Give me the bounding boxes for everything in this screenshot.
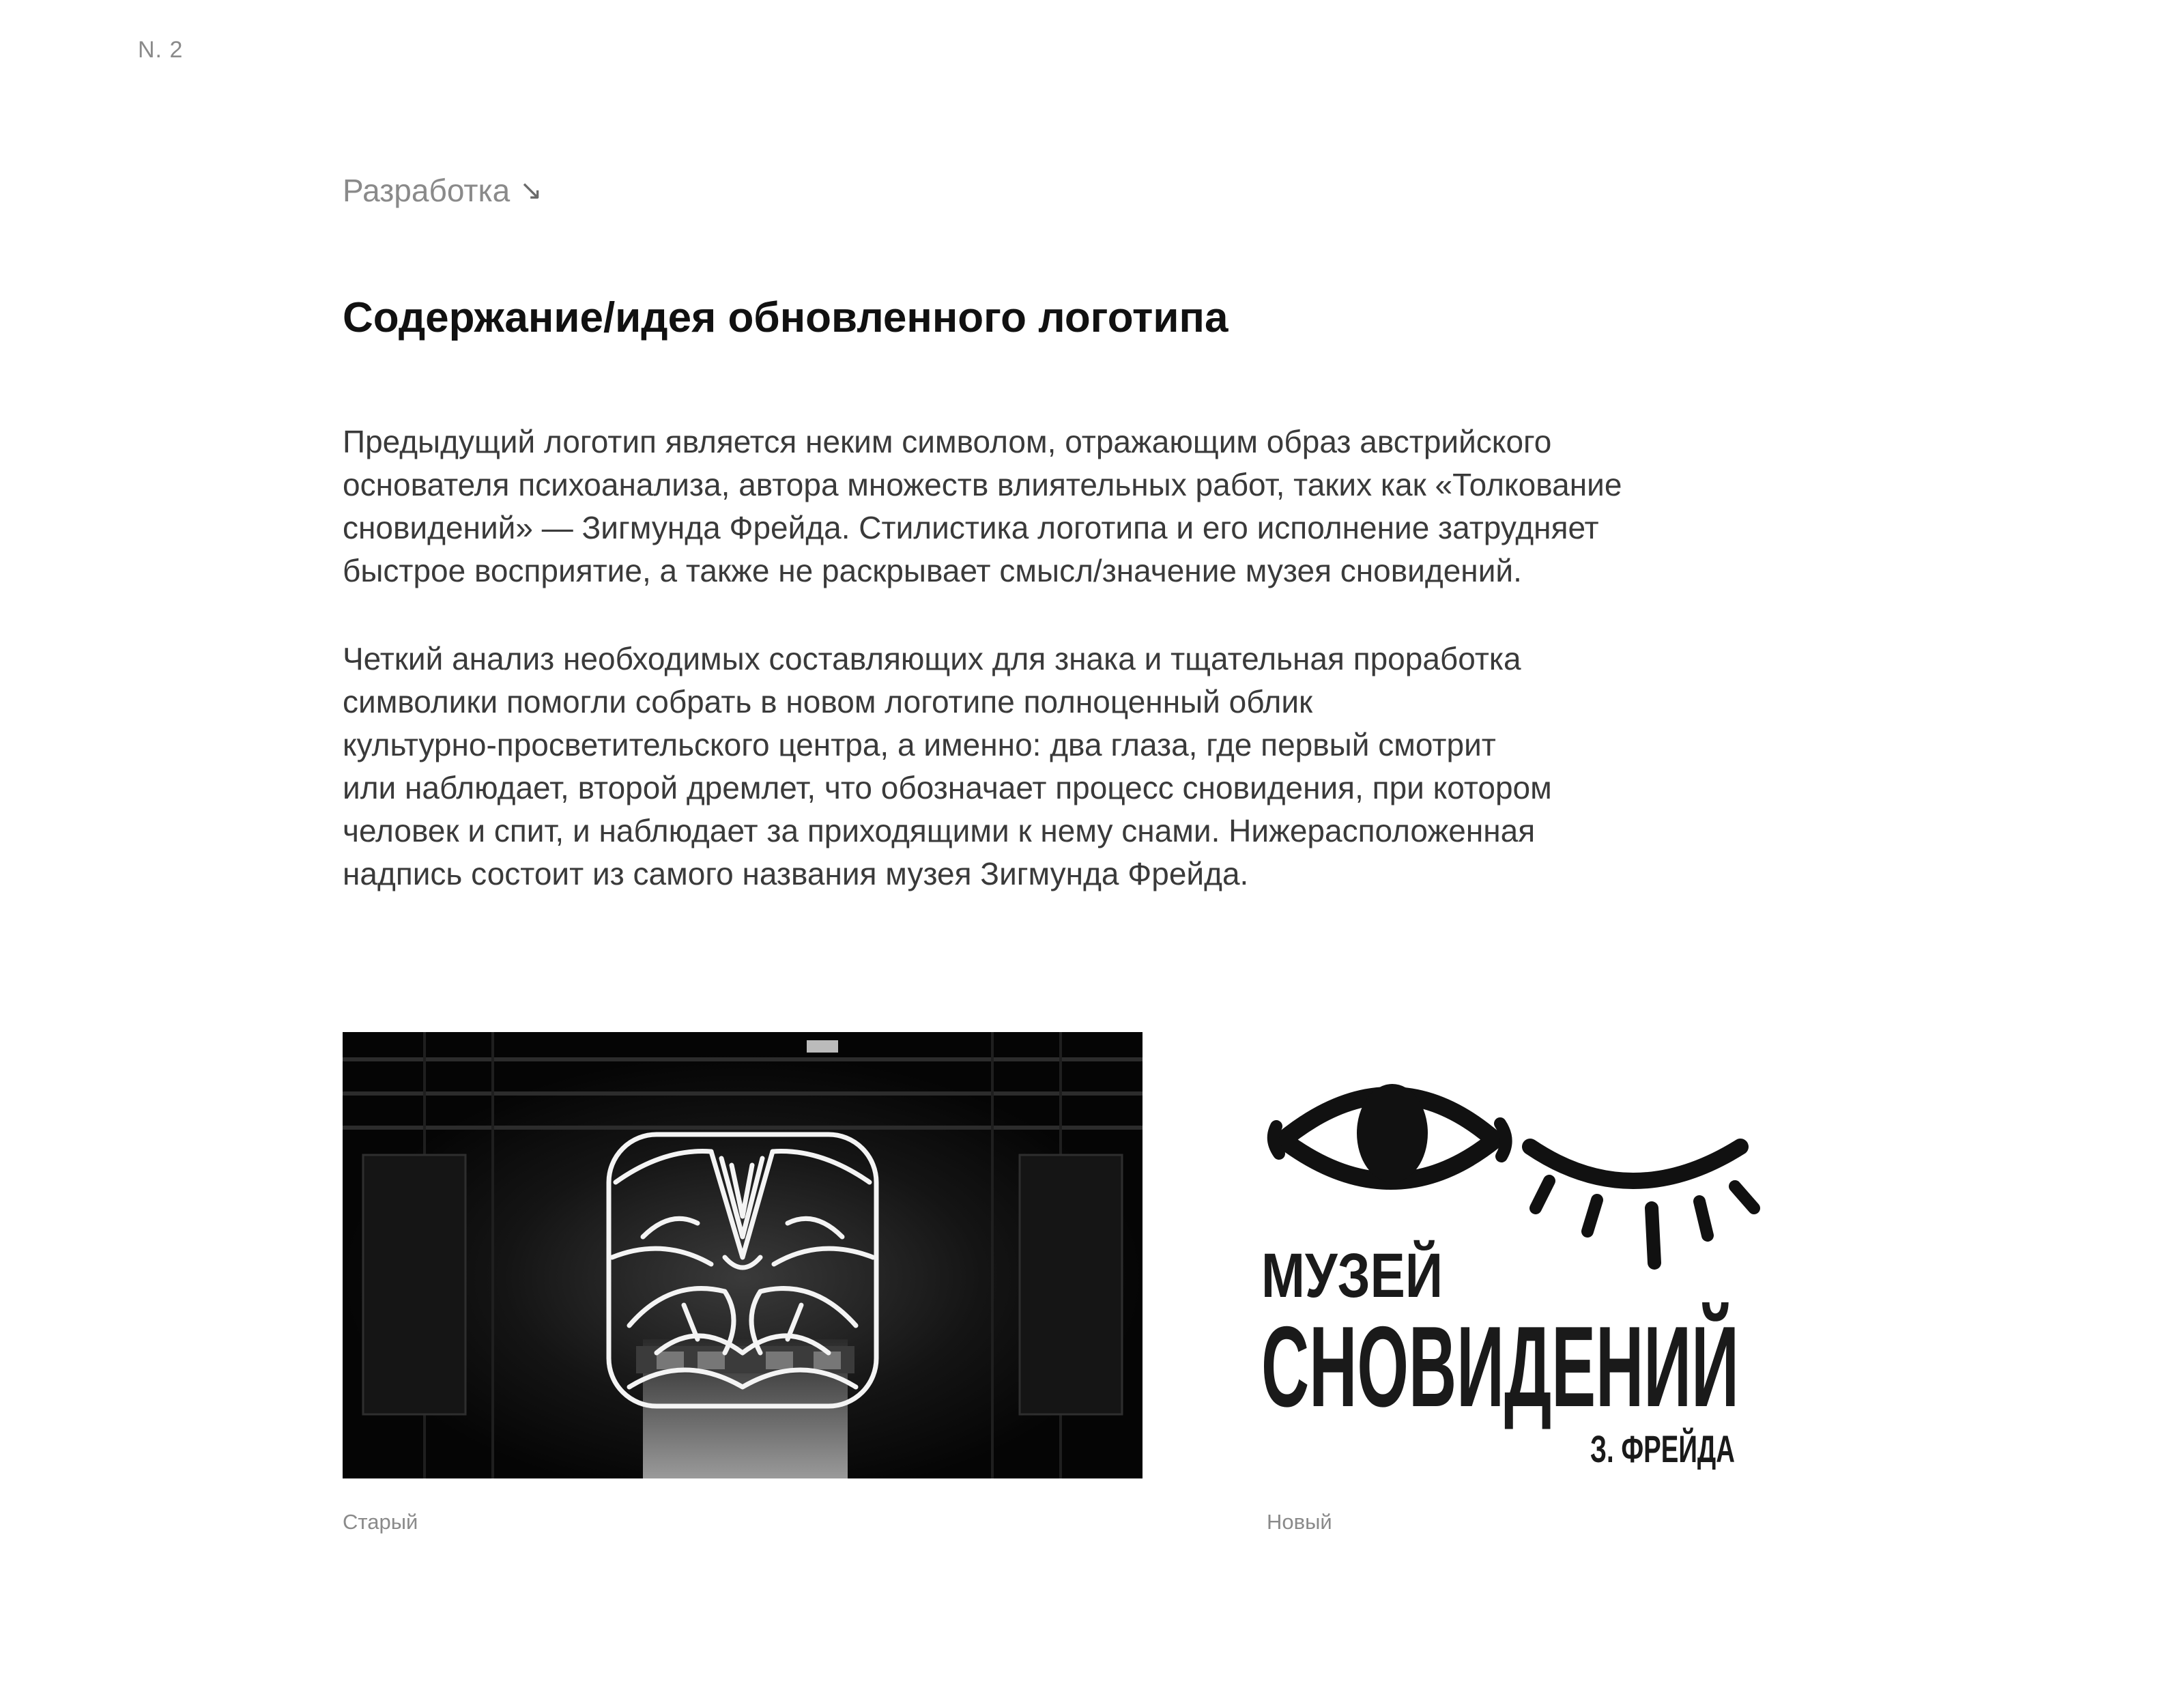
closed-eye-icon xyxy=(1530,1147,1754,1263)
section-label-text: Разработка xyxy=(343,173,511,208)
paragraph-line: надпись состоит из самого названия музея Зигмунда Фрейда. xyxy=(343,856,1249,891)
logo-word-1: МУЗЕЙ xyxy=(1261,1241,1479,1311)
old-logo-photo xyxy=(343,1032,1143,1478)
logo-word-2: СНОВИДЕНИЙ xyxy=(1261,1302,2087,1431)
logo-word-3: З. ФРЕЙДА xyxy=(1590,1427,1735,1470)
caption-new: Новый xyxy=(1267,1510,1332,1534)
open-eye-icon xyxy=(1274,1084,1506,1182)
arrow-down-right-icon: ↘ xyxy=(519,175,543,205)
new-logo-illustration xyxy=(1249,1065,2087,1474)
paragraph-line: быстрое восприятие, а также не раскрывает смысл/значение музея сновидений. xyxy=(343,553,1522,588)
page-number: N. 2 xyxy=(138,37,184,63)
old-logo-illustration xyxy=(343,1032,1143,1478)
paragraph-line: Предыдущий логотип является неким символом, отражающим образ австрийского xyxy=(343,424,1552,459)
caption-old: Старый xyxy=(343,1510,418,1534)
paragraph-line: культурно-просветительского центра, а именно: два глаза, где первый смотрит xyxy=(343,727,1496,762)
paragraph-new-logo xyxy=(343,638,1871,896)
paragraph-line: человек и спит, и наблюдает за приходящими к нему снами. Нижерасположенная xyxy=(343,813,1536,848)
paragraph-line: Четкий анализ необходимых составляющих для знака и тщательная проработка xyxy=(343,641,1521,676)
new-logo xyxy=(1249,1065,2087,1474)
page-title: Содержание/идея обновленного логотипа xyxy=(343,294,1228,341)
paragraph-line: сновидений» — Зигмунда Фрейда. Стилистика логотипа и его исполнение затрудняет xyxy=(343,510,1599,545)
paragraph-line: символики помогли собрать в новом логотипе полноценный облик xyxy=(343,684,1313,719)
paragraph-line: основателя психоанализа, автора множеств влиятельных работ, таких как «Толкование xyxy=(343,467,1622,502)
paragraph-previous-logo xyxy=(343,420,1871,592)
section-label xyxy=(343,172,543,209)
paragraph-line: или наблюдает, второй дремлет, что обозначает процесс сновидения, при котором xyxy=(343,770,1552,805)
